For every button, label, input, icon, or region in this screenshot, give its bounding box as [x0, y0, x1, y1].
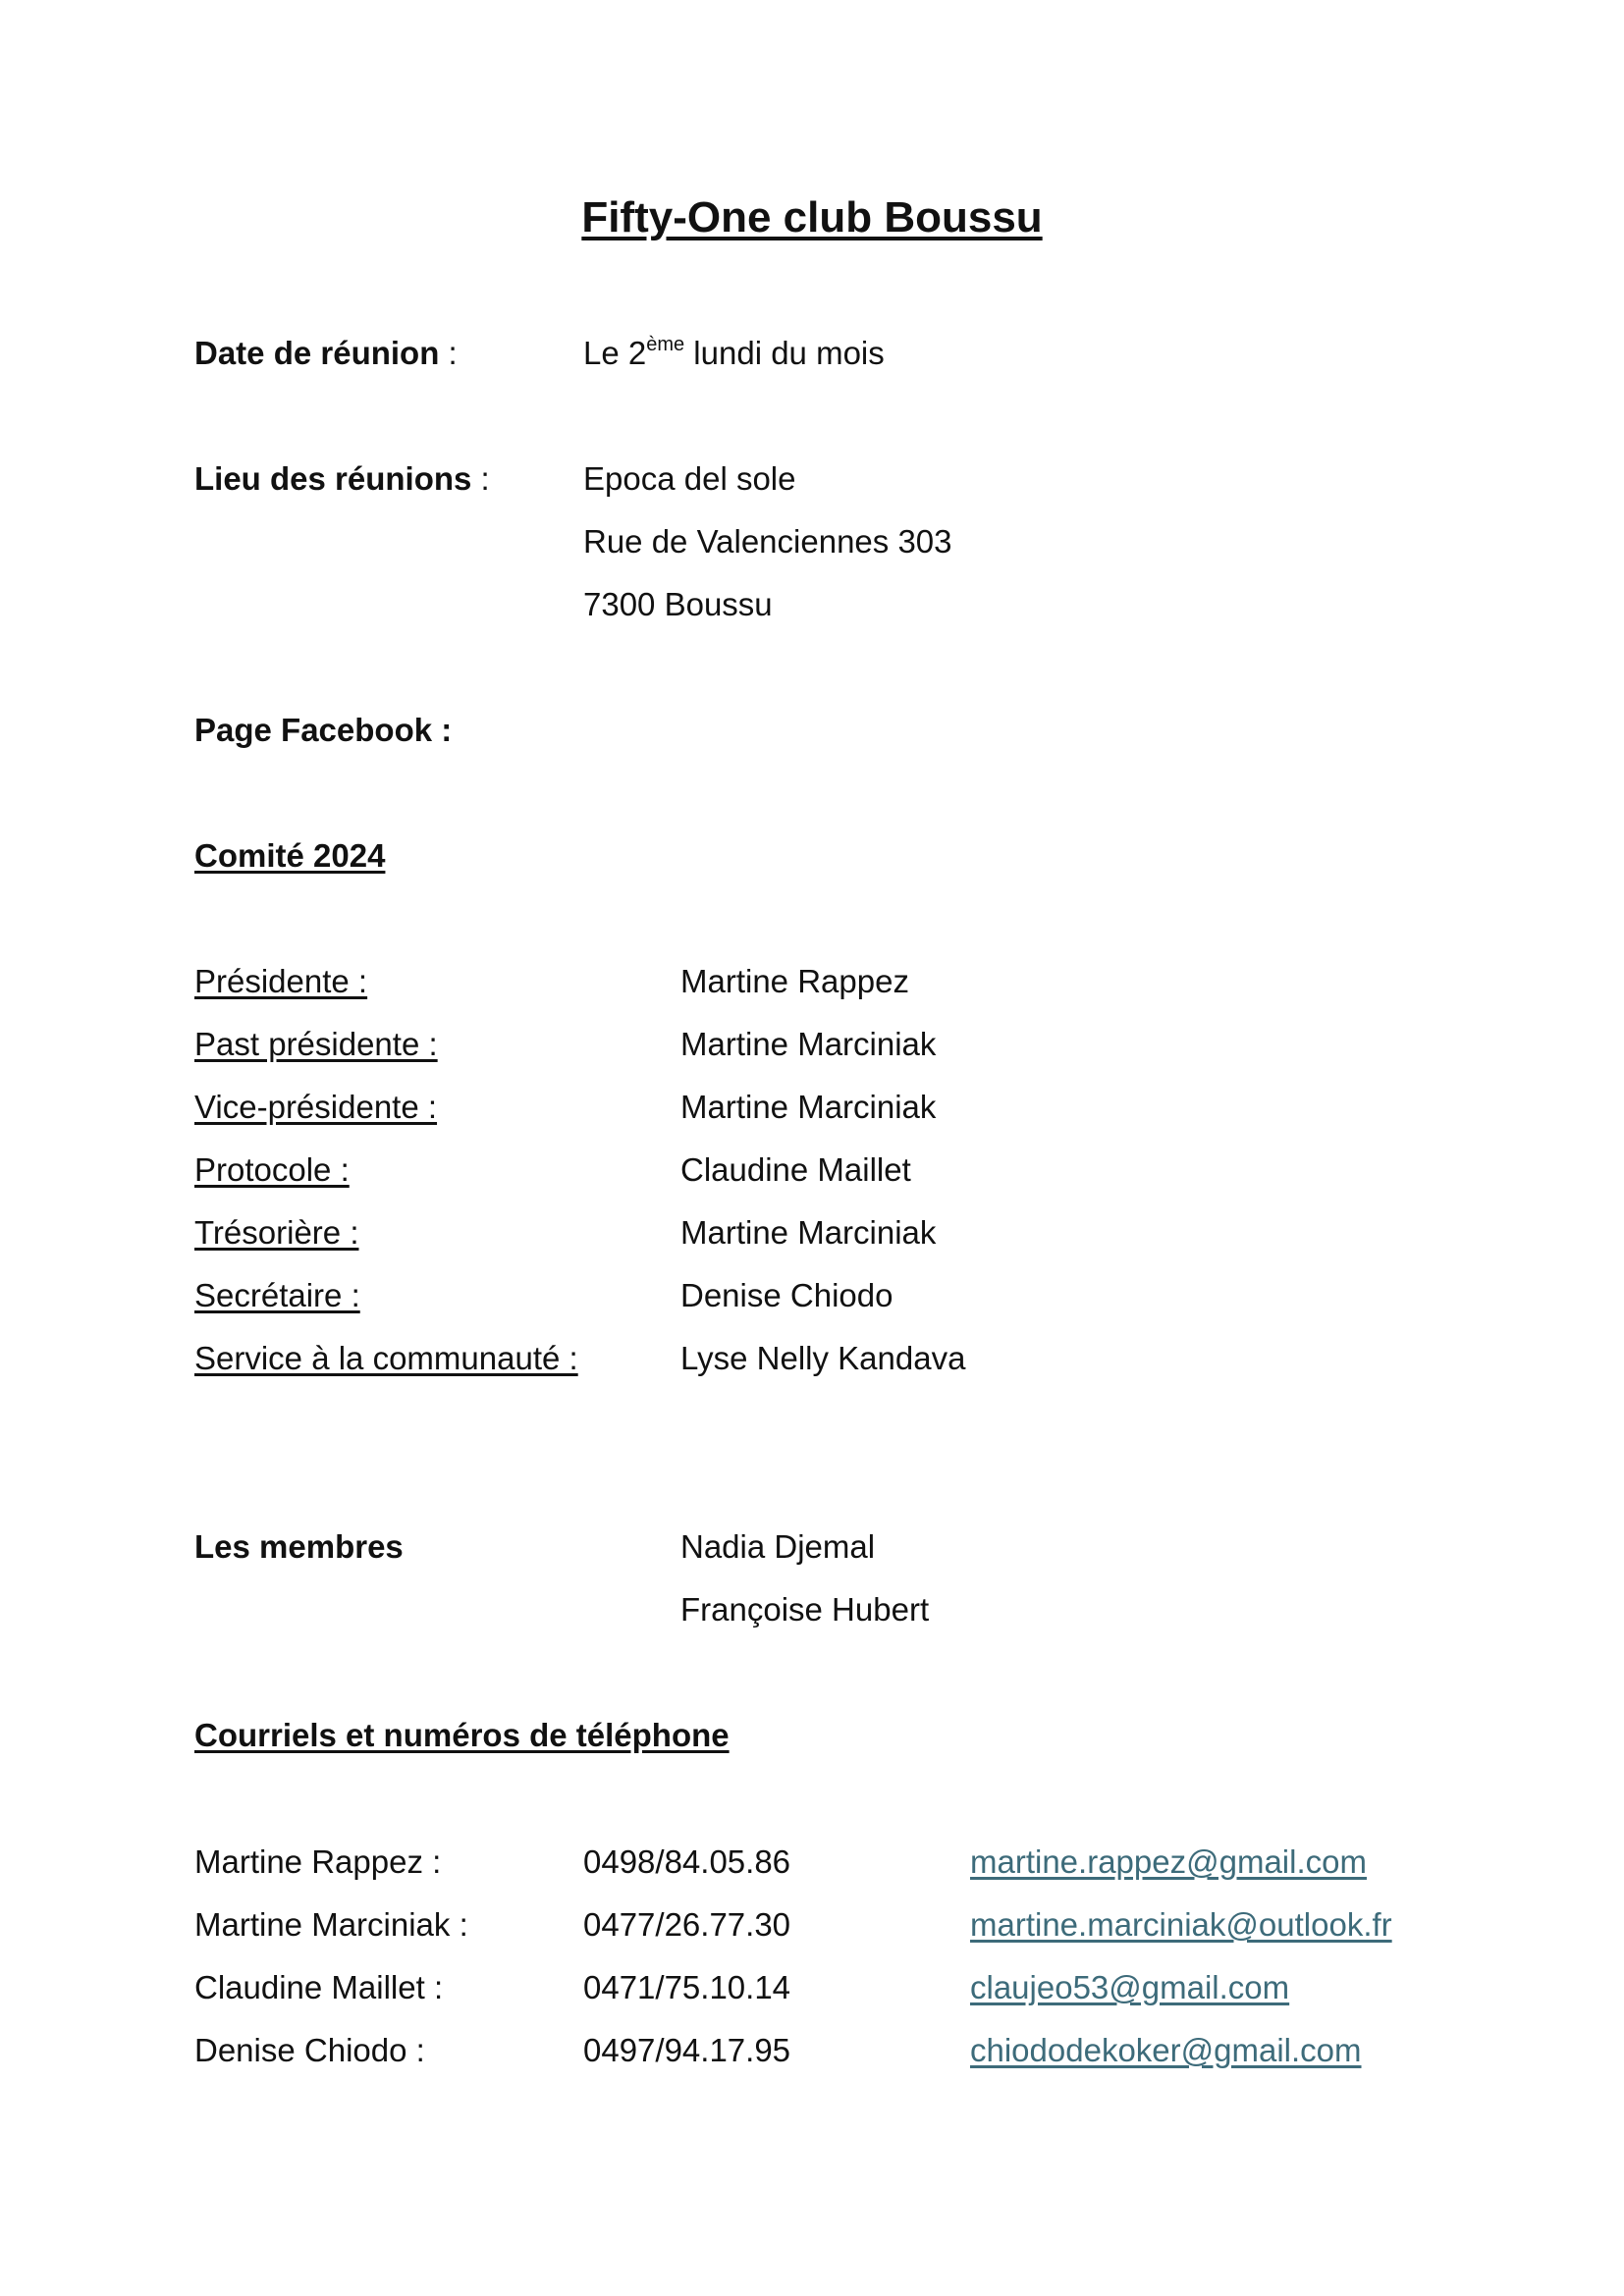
- contact-email-link[interactable]: claujeo53@gmail.com: [970, 1969, 1290, 2005]
- meeting-date-label: Date de réunion :: [194, 335, 458, 371]
- contacts-heading: Courriels et numéros de téléphone: [194, 1717, 730, 1753]
- contact-phone: 0498/84.05.86: [583, 1843, 791, 1880]
- committee-heading: Comité 2024: [194, 837, 386, 874]
- committee-name: Martine Marciniak: [680, 1214, 937, 1251]
- committee-role: Past présidente :: [194, 1026, 438, 1062]
- members-label: Les membres: [194, 1528, 404, 1565]
- meeting-place-label: Lieu des réunions :: [194, 460, 490, 497]
- contact-name: Martine Marciniak :: [194, 1906, 468, 1943]
- meeting-place-line: 7300 Boussu: [583, 586, 773, 622]
- committee-name: Claudine Maillet: [680, 1151, 911, 1188]
- document-title: Fifty-One club Boussu: [581, 193, 1043, 241]
- committee-role: Vice-présidente :: [194, 1089, 438, 1125]
- member-name: Françoise Hubert: [680, 1591, 930, 1628]
- committee-role: Trésorière :: [194, 1214, 359, 1251]
- committee-role: Présidente :: [194, 963, 368, 999]
- contact-phone: 0471/75.10.14: [583, 1969, 791, 2005]
- committee-name: Lyse Nelly Kandava: [680, 1340, 966, 1376]
- committee-name: Martine Marciniak: [680, 1089, 937, 1125]
- meeting-place-line: Rue de Valenciennes 303: [583, 523, 952, 560]
- meeting-place-line: Epoca del sole: [583, 460, 796, 497]
- committee-name: Martine Marciniak: [680, 1026, 937, 1062]
- contact-name: Denise Chiodo :: [194, 2032, 425, 2068]
- contact-email-link[interactable]: martine.marciniak@outlook.fr: [970, 1906, 1392, 1943]
- contact-name: Claudine Maillet :: [194, 1969, 444, 2005]
- contact-email-link[interactable]: chiododekoker@gmail.com: [970, 2032, 1362, 2068]
- contact-phone: 0497/94.17.95: [583, 2032, 791, 2068]
- contact-phone: 0477/26.77.30: [583, 1906, 791, 1943]
- facebook-label: Page Facebook :: [194, 712, 453, 748]
- committee-role: Secrétaire :: [194, 1277, 360, 1313]
- committee-name: Martine Rappez: [680, 963, 909, 999]
- committee-role: Protocole :: [194, 1151, 350, 1188]
- contact-email-link[interactable]: martine.rappez@gmail.com: [970, 1843, 1367, 1880]
- meeting-date-value: Le 2ème lundi du mois: [583, 334, 885, 371]
- contact-name: Martine Rappez :: [194, 1843, 442, 1880]
- committee-name: Denise Chiodo: [680, 1277, 893, 1313]
- committee-role: Service à la communauté :: [194, 1340, 578, 1376]
- member-name: Nadia Djemal: [680, 1528, 876, 1565]
